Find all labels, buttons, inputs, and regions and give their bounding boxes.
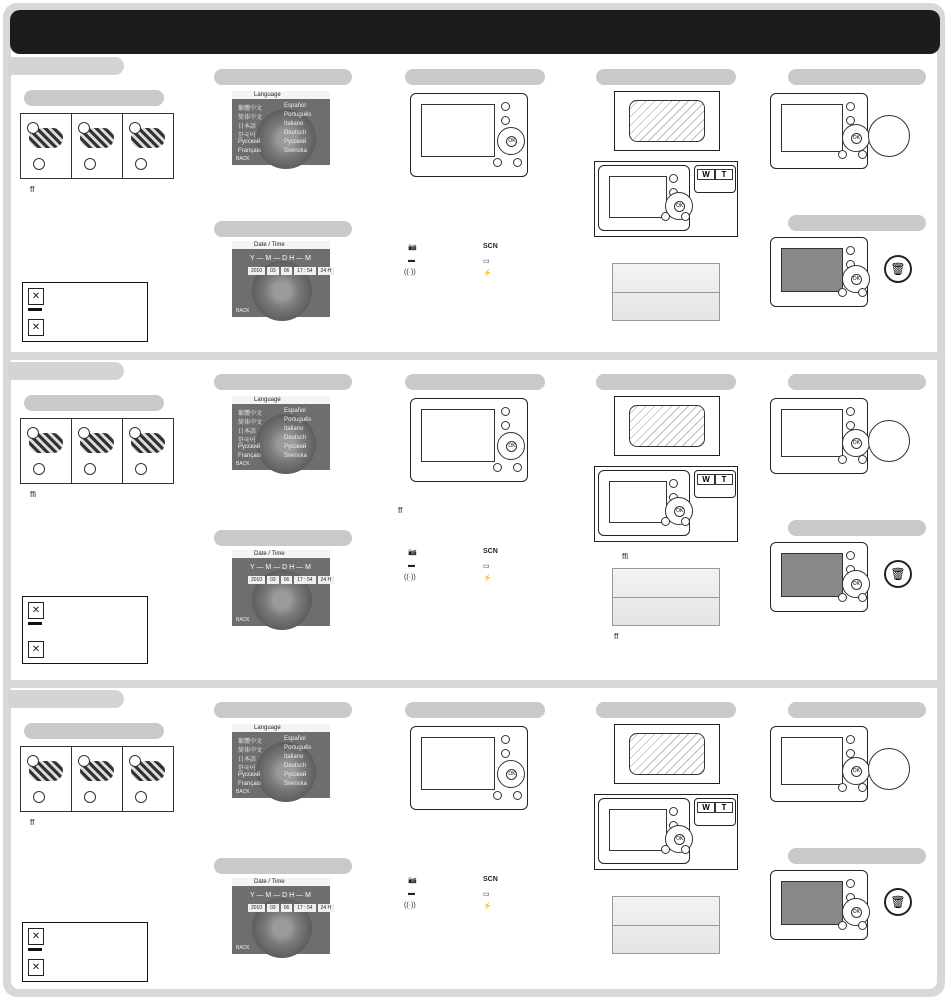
direction-pad[interactable]: [842, 429, 870, 457]
language-option: 简体中文: [238, 420, 263, 426]
step-number-circle: [27, 427, 39, 439]
datetime-screen: [232, 878, 330, 954]
lcd-screen: [421, 104, 495, 157]
crossed-bin-icon: ✕: [28, 319, 44, 336]
datetime-title: Date / Time: [232, 878, 330, 886]
language-option: 繁體中文: [238, 106, 263, 112]
datetime-value: 2010: [248, 267, 265, 275]
language-option: 繁體中文: [238, 739, 263, 745]
section-tab: [8, 57, 124, 75]
mode-heading-pill: [405, 702, 545, 718]
camera-button[interactable]: [661, 845, 670, 854]
language-title: Language: [232, 396, 330, 404]
camera-button[interactable]: [669, 479, 678, 488]
camera-back-diagram: [770, 398, 868, 474]
camera-back-diagram: [770, 237, 868, 307]
mode-heading-pill: [405, 69, 545, 85]
recycling-notice-box: [22, 282, 148, 342]
camera-button[interactable]: [858, 921, 867, 930]
step-note: ff: [30, 818, 35, 827]
step-number-circle: [27, 755, 39, 767]
language-option: Deutsch: [284, 435, 307, 441]
shooting-heading-pill: [596, 374, 736, 390]
camera-back-diagram: [770, 726, 868, 802]
lcd-screen: [609, 176, 667, 218]
direction-pad[interactable]: [842, 124, 870, 152]
language-option: Español: [284, 736, 306, 742]
language-option: Русский: [284, 772, 307, 778]
camera-mode-icon: 📷: [408, 877, 417, 884]
trash-icon[interactable]: 🗑: [884, 888, 912, 916]
language-title: Language: [232, 91, 330, 99]
section-divider: [3, 352, 945, 360]
step-number-circle: [135, 158, 147, 170]
datetime-value: 24 H: [318, 267, 335, 275]
divider-line: [613, 292, 719, 293]
camera-back-diagram: [770, 93, 868, 169]
camera-button[interactable]: [846, 551, 855, 560]
step-note: ffi: [30, 490, 37, 499]
shooting-heading-pill: [596, 702, 736, 718]
step-illustration: [21, 419, 72, 483]
camera-button[interactable]: [501, 407, 510, 416]
camera-mode-icon: 📷: [408, 549, 417, 556]
datetime-format: Y — M — D H — M: [250, 255, 311, 262]
camera-button[interactable]: [501, 421, 510, 430]
camera-back-diagram: [598, 470, 690, 536]
hands-holding-camera: [629, 100, 705, 142]
step-number-circle: [129, 427, 141, 439]
battery-heading-pill: [24, 723, 164, 739]
datetime-value: 2010: [248, 576, 265, 584]
zoom-wide-button[interactable]: W: [697, 802, 715, 813]
step-illustration: [21, 114, 72, 178]
datetime-heading-pill: [214, 221, 352, 237]
camera-button[interactable]: [846, 879, 855, 888]
step-number-circle: [135, 463, 147, 475]
ok-button[interactable]: OK: [851, 274, 862, 285]
scene-mode-label: SCN: [483, 548, 498, 555]
ok-button[interactable]: OK: [506, 769, 517, 780]
section-tab: [8, 690, 124, 708]
camera-button[interactable]: [858, 150, 867, 159]
step-number-circle: [33, 463, 45, 475]
language-option: Svenska: [284, 781, 308, 787]
ok-button[interactable]: OK: [674, 834, 685, 845]
language-option: Português: [284, 417, 312, 423]
ok-button[interactable]: OK: [851, 133, 862, 144]
playback-heading-pill: [788, 374, 926, 390]
shutter-press-illustration: [612, 896, 720, 954]
language-option: Русский: [284, 444, 307, 450]
video-mode-icon: ▬: [408, 890, 415, 897]
camera-button[interactable]: [669, 807, 678, 816]
voice-mode-icon: ((·)): [404, 574, 416, 581]
crossed-bin-icon: ✕: [28, 288, 44, 305]
dpad-zoom-callout: [868, 115, 910, 157]
step-number-circle: [33, 158, 45, 170]
language-option: 繁體中文: [238, 411, 263, 417]
holding-camera-photo: [614, 724, 720, 784]
zoom-wide-button[interactable]: W: [697, 169, 715, 180]
crossed-bin-icon: ✕: [28, 602, 44, 619]
camera-button[interactable]: [846, 246, 855, 255]
step-number-circle: [129, 122, 141, 134]
camera-button[interactable]: [513, 463, 522, 472]
datetime-format: Y — M — D H — M: [250, 892, 311, 899]
camera-button[interactable]: [846, 735, 855, 744]
dpad-zoom-callout: [868, 420, 910, 462]
battery-install-steps: [20, 113, 174, 179]
ok-button[interactable]: OK: [506, 136, 517, 147]
camera-back-diagram: [410, 398, 528, 482]
language-title: Language: [232, 724, 330, 732]
language-option: Italiano: [284, 426, 304, 432]
step-number-circle: [84, 791, 96, 803]
datetime-values: [248, 904, 336, 912]
camera-button[interactable]: [846, 102, 855, 111]
step-number-circle: [78, 427, 90, 439]
ok-button[interactable]: OK: [674, 201, 685, 212]
step-illustration: [123, 747, 173, 811]
lcd-screen: [781, 553, 843, 597]
hands-holding-camera: [629, 405, 705, 447]
datetime-screen: [232, 241, 330, 317]
shutter-note: ff: [614, 632, 619, 641]
delete-heading-pill: [788, 215, 926, 231]
lcd-screen: [421, 737, 495, 790]
camera-button[interactable]: [858, 288, 867, 297]
header-bar: [10, 10, 940, 54]
datetime-values: [248, 576, 336, 584]
language-option: Italiano: [284, 754, 304, 760]
camera-back-diagram: [598, 165, 690, 231]
bin-underline: [28, 948, 42, 951]
ok-button[interactable]: OK: [851, 438, 862, 449]
datetime-value: 03: [267, 267, 279, 275]
holding-camera-photo: [614, 396, 720, 456]
language-option: Français: [238, 781, 262, 787]
datetime-value: 17 : 54: [294, 576, 315, 584]
camera-button[interactable]: [681, 212, 690, 221]
lcd-screen: [781, 737, 843, 785]
camera-button[interactable]: [501, 116, 510, 125]
shooting-heading-pill: [596, 69, 736, 85]
language-option: Français: [238, 453, 262, 459]
camera-button[interactable]: [838, 288, 847, 297]
datetime-value: 17 : 54: [294, 267, 315, 275]
crossed-bin-icon: ✕: [28, 641, 44, 658]
battery-heading-pill: [24, 395, 164, 411]
step-illustration: [123, 419, 173, 483]
camera-button[interactable]: [838, 455, 847, 464]
camera-mode-icon: 📷: [408, 244, 417, 251]
language-heading-pill: [214, 69, 352, 85]
direction-pad[interactable]: [497, 760, 525, 788]
language-option: 日本語: [238, 124, 257, 130]
step-number-circle: [78, 122, 90, 134]
datetime-heading-pill: [214, 858, 352, 874]
language-option: Русский: [238, 444, 261, 450]
divider-line: [613, 925, 719, 926]
camera-button[interactable]: [661, 517, 670, 526]
datetime-format: Y — M — D H — M: [250, 564, 311, 571]
datetime-title: Date / Time: [232, 550, 330, 558]
language-option: 한국어: [238, 133, 256, 139]
camera-button[interactable]: [858, 783, 867, 792]
camera-button[interactable]: [501, 102, 510, 111]
datetime-values: [248, 267, 336, 275]
datetime-screen: [232, 550, 330, 626]
language-option: Русский: [238, 139, 261, 145]
recycling-notice-box: [22, 596, 148, 664]
language-option: Español: [284, 408, 306, 414]
voice-mode-icon: ((·)): [404, 269, 416, 276]
delete-heading-pill: [788, 520, 926, 536]
mode-heading-pill: [405, 374, 545, 390]
camera-button[interactable]: [513, 791, 522, 800]
step-illustration: [72, 747, 123, 811]
language-option: 日本語: [238, 757, 257, 763]
panorama-mode-icon: ▭: [483, 258, 490, 265]
step-number-circle: [27, 122, 39, 134]
trash-icon[interactable]: 🗑: [884, 560, 912, 588]
step-number-circle: [78, 755, 90, 767]
step-illustration: [72, 114, 123, 178]
step-note: ff: [30, 185, 35, 194]
back-label: BACK: [236, 945, 250, 951]
holding-camera-photo: [614, 91, 720, 151]
shutter-press-illustration: [612, 263, 720, 321]
step-number-circle: [33, 791, 45, 803]
section-tab: [8, 362, 124, 380]
back-label: BACK: [236, 156, 250, 162]
language-option: Português: [284, 112, 312, 118]
camera-back-diagram: [410, 93, 528, 177]
back-label: BACK: [236, 308, 250, 314]
language-screen: [232, 724, 330, 798]
shutter-note: ffi: [622, 552, 629, 561]
zoom-tele-button[interactable]: T: [715, 474, 733, 485]
step-illustration: [21, 747, 72, 811]
camera-button[interactable]: [501, 735, 510, 744]
camera-back-diagram: [770, 542, 868, 612]
delete-heading-pill: [788, 848, 926, 864]
direction-pad[interactable]: [497, 432, 525, 460]
scene-mode-label: SCN: [483, 243, 498, 250]
lcd-screen: [781, 881, 843, 925]
language-option: Svenska: [284, 148, 308, 154]
playback-heading-pill: [788, 69, 926, 85]
language-option: Español: [284, 103, 306, 109]
camera-button[interactable]: [838, 593, 847, 602]
lcd-screen: [781, 248, 843, 292]
hands-holding-camera: [629, 733, 705, 775]
battery-install-steps: [20, 746, 174, 812]
language-option: 简体中文: [238, 115, 263, 121]
zoom-wide-button[interactable]: W: [697, 474, 715, 485]
pictbridge-icon: ⚡: [483, 903, 492, 910]
video-mode-icon: ▬: [408, 257, 415, 264]
recycling-notice-box: [22, 922, 148, 982]
language-option: Italiano: [284, 121, 304, 127]
dpad-zoom-callout: [868, 748, 910, 790]
language-option: 简体中文: [238, 748, 263, 754]
crossed-bin-icon: ✕: [28, 959, 44, 976]
language-heading-pill: [214, 702, 352, 718]
camera-button[interactable]: [669, 174, 678, 183]
mode-note: ff: [398, 506, 403, 515]
camera-button[interactable]: [838, 783, 847, 792]
camera-button[interactable]: [513, 158, 522, 167]
camera-button[interactable]: [493, 463, 502, 472]
step-number-circle: [84, 158, 96, 170]
step-number-circle: [135, 791, 147, 803]
scene-mode-label: SCN: [483, 876, 498, 883]
camera-button[interactable]: [846, 407, 855, 416]
language-option: Русский: [238, 772, 261, 778]
panorama-mode-icon: ▭: [483, 891, 490, 898]
pictbridge-icon: ⚡: [483, 575, 492, 582]
bin-underline: [28, 622, 42, 625]
camera-button[interactable]: [838, 150, 847, 159]
datetime-value: 06: [281, 904, 293, 912]
language-screen: [232, 91, 330, 165]
datetime-value: 03: [267, 904, 279, 912]
camera-button[interactable]: [493, 791, 502, 800]
datetime-heading-pill: [214, 530, 352, 546]
language-screen: [232, 396, 330, 470]
zoom-control[interactable]: [694, 470, 736, 498]
direction-pad[interactable]: [497, 127, 525, 155]
language-option: 한국어: [238, 766, 256, 772]
camera-button[interactable]: [838, 921, 847, 930]
camera-button[interactable]: [681, 517, 690, 526]
battery-heading-pill: [24, 90, 164, 106]
section-divider: [3, 680, 945, 688]
step-illustration: [123, 114, 173, 178]
lcd-screen: [609, 481, 667, 523]
pictbridge-icon: ⚡: [483, 270, 492, 277]
lcd-screen: [609, 809, 667, 851]
lcd-screen: [421, 409, 495, 462]
camera-button[interactable]: [858, 455, 867, 464]
step-illustration: [72, 419, 123, 483]
language-option: 日本語: [238, 429, 257, 435]
direction-pad[interactable]: [842, 757, 870, 785]
language-option: Français: [238, 148, 262, 154]
battery-install-steps: [20, 418, 174, 484]
trash-icon[interactable]: 🗑: [884, 255, 912, 283]
language-option: Deutsch: [284, 130, 307, 136]
datetime-value: 06: [281, 267, 293, 275]
camera-back-diagram: [598, 798, 690, 864]
camera-button[interactable]: [501, 749, 510, 758]
panorama-mode-icon: ▭: [483, 563, 490, 570]
shutter-press-illustration: [612, 568, 720, 626]
language-option: Deutsch: [284, 763, 307, 769]
step-number-circle: [84, 463, 96, 475]
language-option: Svenska: [284, 453, 308, 459]
voice-mode-icon: ((·)): [404, 902, 416, 909]
camera-button[interactable]: [681, 845, 690, 854]
datetime-value: 03: [267, 576, 279, 584]
language-option: Português: [284, 745, 312, 751]
datetime-title: Date / Time: [232, 241, 330, 249]
lcd-screen: [781, 104, 843, 152]
language-option: 한국어: [238, 438, 256, 444]
datetime-value: 2010: [248, 904, 265, 912]
datetime-value: 24 H: [318, 904, 335, 912]
zoom-control[interactable]: [694, 165, 736, 193]
datetime-value: 24 H: [318, 576, 335, 584]
zoom-tele-button[interactable]: T: [715, 169, 733, 180]
zoom-control[interactable]: [694, 798, 736, 826]
lcd-screen: [781, 409, 843, 457]
back-label: BACK: [236, 617, 250, 623]
zoom-tele-button[interactable]: T: [715, 802, 733, 813]
camera-button[interactable]: [661, 212, 670, 221]
video-mode-icon: ▬: [408, 562, 415, 569]
camera-button[interactable]: [858, 593, 867, 602]
ok-button[interactable]: OK: [506, 441, 517, 452]
ok-button[interactable]: OK: [851, 579, 862, 590]
camera-back-diagram: [410, 726, 528, 810]
bin-underline: [28, 308, 42, 311]
datetime-value: 06: [281, 576, 293, 584]
back-label: BACK: [236, 789, 250, 795]
datetime-value: 17 : 54: [294, 904, 315, 912]
playback-heading-pill: [788, 702, 926, 718]
divider-line: [613, 597, 719, 598]
camera-back-diagram: [770, 870, 868, 940]
ok-button[interactable]: OK: [674, 506, 685, 517]
step-number-circle: [129, 755, 141, 767]
ok-button[interactable]: OK: [851, 907, 862, 918]
ok-button[interactable]: OK: [851, 766, 862, 777]
back-label: BACK: [236, 461, 250, 467]
language-heading-pill: [214, 374, 352, 390]
language-option: Русский: [284, 139, 307, 145]
camera-button[interactable]: [493, 158, 502, 167]
crossed-bin-icon: ✕: [28, 928, 44, 945]
